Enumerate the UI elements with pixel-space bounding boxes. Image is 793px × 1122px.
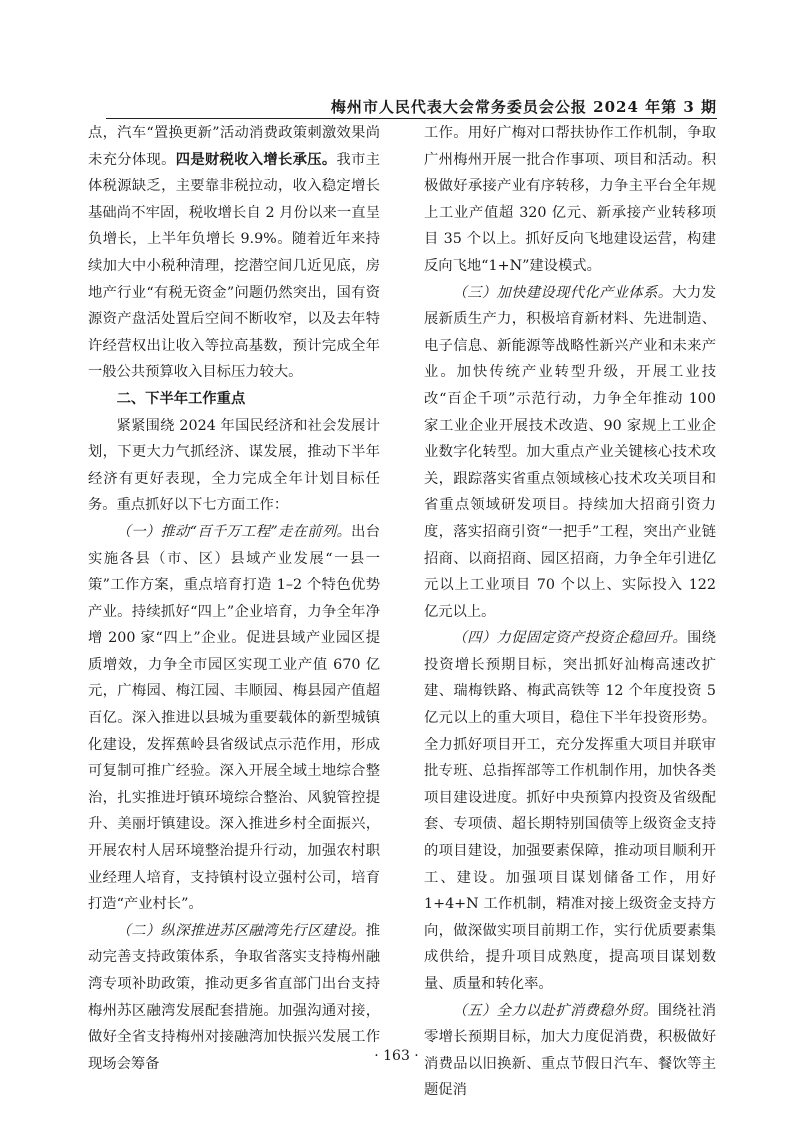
right-column [424,120,716,1104]
paragraph: 紧紧围绕 2024 年国民经济和社会发展计划，下更大力气抓经济、谋发展，推动下半年经济有更好表现，全力完成全年计划目标任务。重点抓好以下七方面工作： [88,417,380,514]
section-heading: 二、下半年工作重点 [116,390,246,407]
paragraph [88,120,380,386]
paragraph-text: 围绕投资增长预期目标，突出抓好汕梅高速改扩建、瑞梅铁路、梅武高铁等 12 个年度投资 5 亿元以上的重大项目，稳住下半年投资形势。全力抓好项目开工，充分发挥重大项目并联审批专班、总指挥部等工作机制作用，加快各类项目建设进度。抓好中央预算内投资及省级配套、专项债、超长期特别国债等上级资金支持的项目建设，加强要素保障，推动项目顺利开工、建设。加强项目谋划储备工作，用好 1+4+N 工作机制，精准对接上级资金支持方向，做深做实项目前期工作，实行优质要素集成供给，提升项目成熟度，提高项目谋划数量、质量和转化率。 [424,630,717,992]
paragraph: 工作。用好广梅对口帮扶协作工作机制，争取广州梅州开展一批合作事项、项目和活动。积极做好承接产业有序转移，力争主平台全年规上工业产值超 320 亿元、新承接产业转移项目 35 个以上。抓好反向飞地建设运营，构建反向飞地“1+N”建设模式。 [424,125,716,274]
paragraph-text: 推动完善支持政策体系，争取省落实支持梅州融湾专项补助政策，推动更多省直部门出台支持梅州苏区融湾发展配套措施。加强沟通对接，做好全省支持梅州对接融湾加快振兴发展工作现场会筹备 [88,922,380,1072]
paragraph [424,280,716,626]
page-number: · 163 · [374,1048,419,1064]
paragraph-text: 出台实施各县（市、区）县域产业发展“一县一策”工作方案，重点培育打造 1–2 个特色优势产业。持续抓好“四上”企业培育，力争全年净增 200 家“四上”企业。促进县域产业园区提质增效，力争全市园区实现工业产值 670 亿元，广梅园、梅江园、丰顺园、梅县园产值超百亿。深入推进以县城为重要载体的新型城镇化建设，发挥蕉岭县省级试点示范作用，形成可复制可推广经验。深入开展全域土地综合整治，扎实推进圩镇环境综合整治、风貌管控提升、美丽圩镇建设。深入推进乡村全面振兴，开展农村人居环境整治提升行动，加强农村职业经理人培育，支持镇村设立强村公司，培育打造“产业村长”。 [88,523,381,913]
subsection-title: （五）全力以赴扩消费稳外贸。 [452,1002,658,1019]
header-rule [106,118,717,119]
paragraph-text: 围绕社消零增长预期目标，加大力度促消费，积极做好消费品以旧换新、重点节假日汽车、餐饮等主题促消 [424,1002,717,1099]
paragraph-text: 点，汽车“置换更新”活动消费政策刺激效果尚未充分体现。 [88,125,380,168]
bold-lead: 四是财税收入增长承压。 [175,151,337,168]
journal-header: 梅州市人民代表大会常务委员会公报 2024 年第 3 期 [330,98,717,116]
paragraph-text: 我市主体税源缺乏，主要靠非税拉动，收入稳定增长基础尚不牢固，税收增长自 2 月份以来一直呈负增长，上半年负增长 9.9%。随着近年来持续加大中小税种清理，挖潜空间几近见底，房地产行业“有税无资金”问题仍然突出，国有资源资产盘活处置后空间不断收窄，以及去年特许经营权出让收入等拉高基数，预计完成全年一般公共预算收入目标压力较大。 [88,151,381,381]
paragraph [88,519,380,918]
subsection-title: （一）推动“百千万工程”走在前列。 [116,523,352,540]
subsection-title: （二）纵深推进苏区融湾先行区建设。 [116,922,366,939]
left-column [88,120,380,1077]
subsection-title: （四）力促固定资产投资企稳回升。 [452,630,688,647]
subsection-title: （三）加快建设现代化产业体系。 [452,284,673,301]
paragraph-text: 大力发展新质生产力，积极培育新材料、先进制造、电子信息、新能源等战略性新兴产业和未来产业。加快传统产业转型升级，开展工业技改“百企千项”示范行动，力争全年推动 100 家工业企业开展技术改造、90 家规上工业企业数字化转型。加大重点产业关键核心技术攻关，跟踪落实省重点领域核心技术攻关项目和省重点领域研发项目。持续加大招商引资力度，落实招商引资“一把手”工程，突出产业链招商、以商招商、园区招商，力争全年引进亿元以上工业项目 70 个以上、实际投入 122 亿元以上。 [424,284,717,620]
paragraph [424,625,716,997]
